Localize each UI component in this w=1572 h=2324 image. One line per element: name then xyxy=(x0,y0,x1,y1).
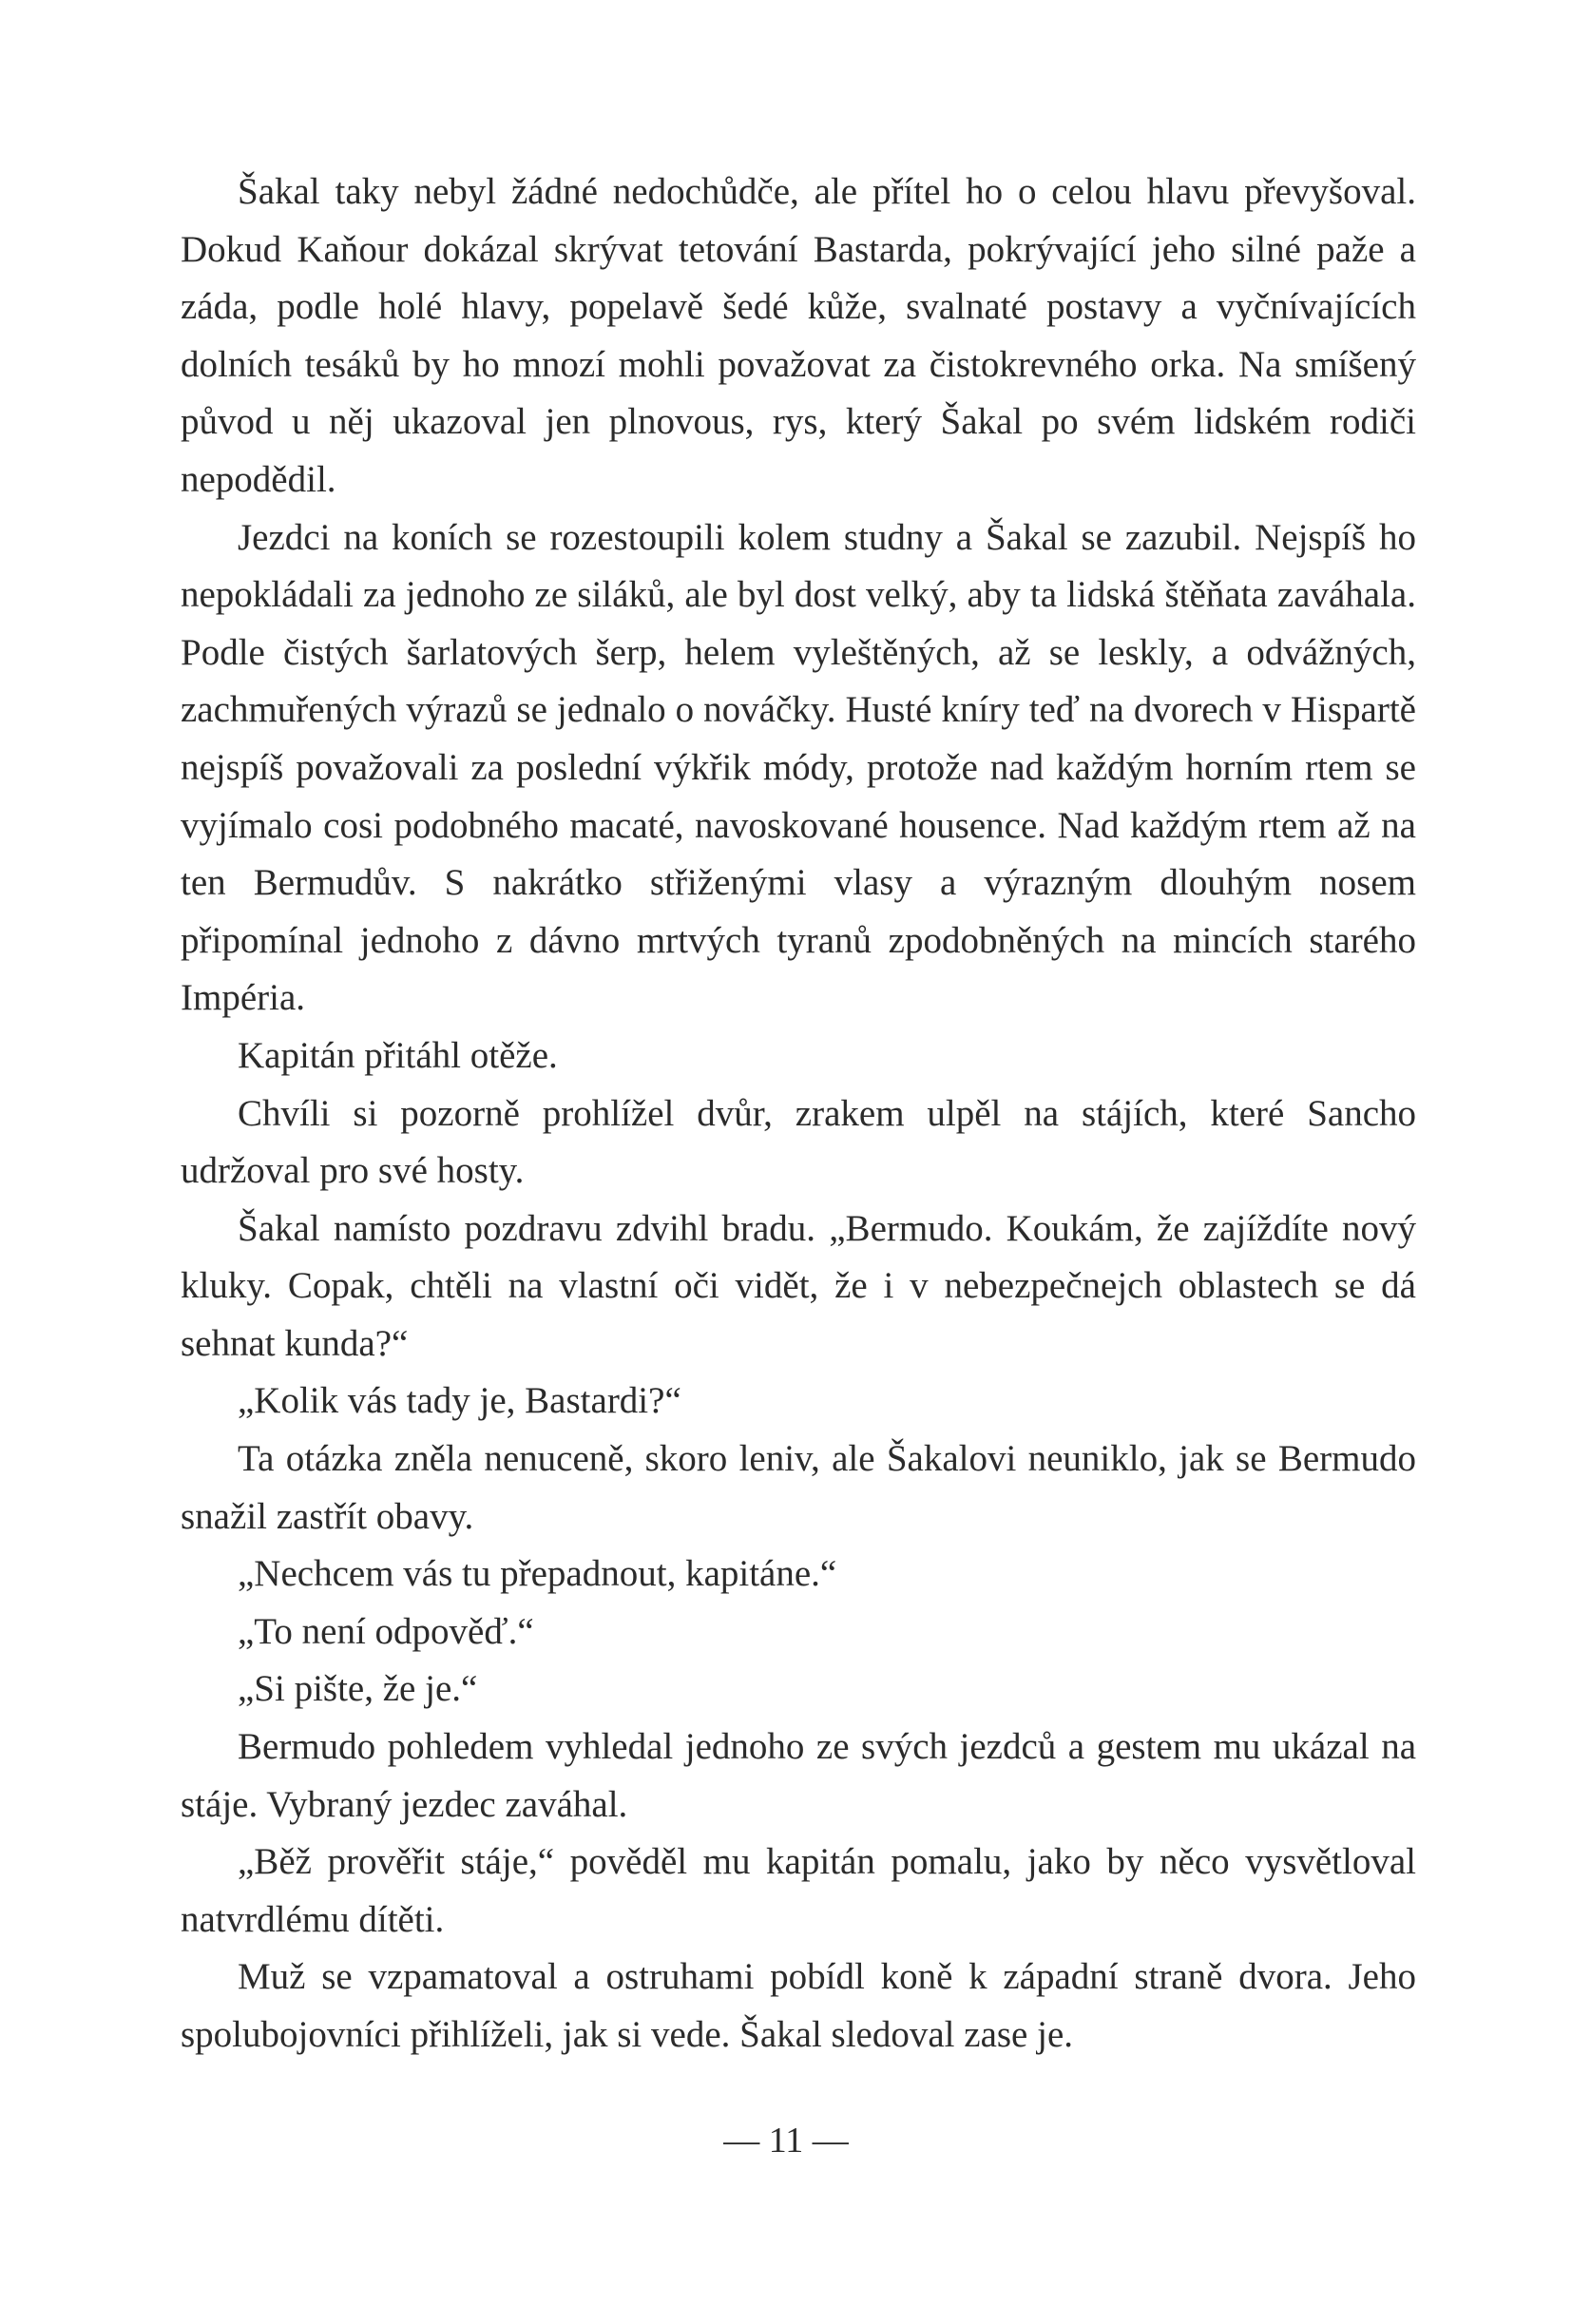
paragraph: Kapitán přitáhl otěže. xyxy=(238,1034,558,1076)
paragraph: Bermudo pohledem vyhledal jednoho ze svých jezdců a gestem mu ukázal na stáje. Vybraný jezdec zaváhal. xyxy=(181,1726,1416,1825)
body-text xyxy=(181,163,1416,2065)
paragraph: Šakal taky nebyl žádné nedochůdče, ale přítel ho o celou hlavu převyšoval. Dokud Kaňour dokázal skrývat tetování Bastarda, pokrývající jeho silné paže a záda, podle holé hlavy, popelavě šedé kůže, svalnaté postavy a vyčnívajících dolních tesáků by ho mnozí mohli považovat za čistokrevného orka. Na smíšený původ u něj ukazoval jen plnovous, rys, který Šakal po svém lidském rodiči nepodědil. xyxy=(181,171,1416,500)
paragraph: „Běž prověřit stáje,“ pověděl mu kapitán pomalu, jako by něco vysvětloval natvrdlému dítěti. xyxy=(181,1841,1416,1940)
paragraph: Šakal namísto pozdravu zdvihl bradu. „Bermudo. Koukám, že zajíždíte nový kluky. Copak, chtěli na vlastní oči vidět, že i v nebezpečnejch oblastech se dá sehnat kunda?“ xyxy=(181,1207,1416,1364)
paragraph: „To není odpověď.“ xyxy=(238,1610,534,1652)
page-number: — 11 — xyxy=(723,2121,849,2161)
paragraph: Chvíli si pozorně prohlížel dvůr, zrakem ulpěl na stájích, které Sancho udržoval pro své hosty. xyxy=(181,1092,1416,1192)
paragraph: „Nechcem vás tu přepadnout, kapitáne.“ xyxy=(238,1553,837,1595)
paragraph: „Kolik vás tady je, Bastardi?“ xyxy=(238,1380,681,1422)
paragraph: Muž se vzpamatoval a ostruhami pobídl koně k západní straně dvora. Jeho spolubojovníci přihlíželi, jak si vede. Šakal sledoval zase je. xyxy=(181,1956,1416,2055)
paragraph: Jezdci na koních se rozestoupili kolem studny a Šakal se zazubil. Nejspíš ho nepokládali za jednoho ze siláků, ale byl dost velký, aby ta lidská štěňata zaváhala. Podle čistých šarlatových šerp, helem vyleštěných, až se leskly, a odvážných, zachmuřených výrazů se jednalo o nováčky. Husté kníry teď na dvorech v Hispartě nejspíš považovali za poslední výkřik módy, protože nad každým horním rtem se vyjímalo cosi podobného macaté, navoskované housence. Nad každým rtem až na ten Bermudův. S nakrátko střiženými vlasy a výrazným dlouhým nosem připomínal jednoho z dávno mrtvých tyranů zpodobněných na mincích starého Impéria. xyxy=(181,516,1416,1019)
paragraph: „Si pište, že je.“ xyxy=(238,1668,478,1710)
paragraph: Ta otázka zněla nenuceně, skoro leniv, ale Šakalovi neuniklo, jak se Bermudo snažil zastřít obavy. xyxy=(181,1438,1416,1537)
